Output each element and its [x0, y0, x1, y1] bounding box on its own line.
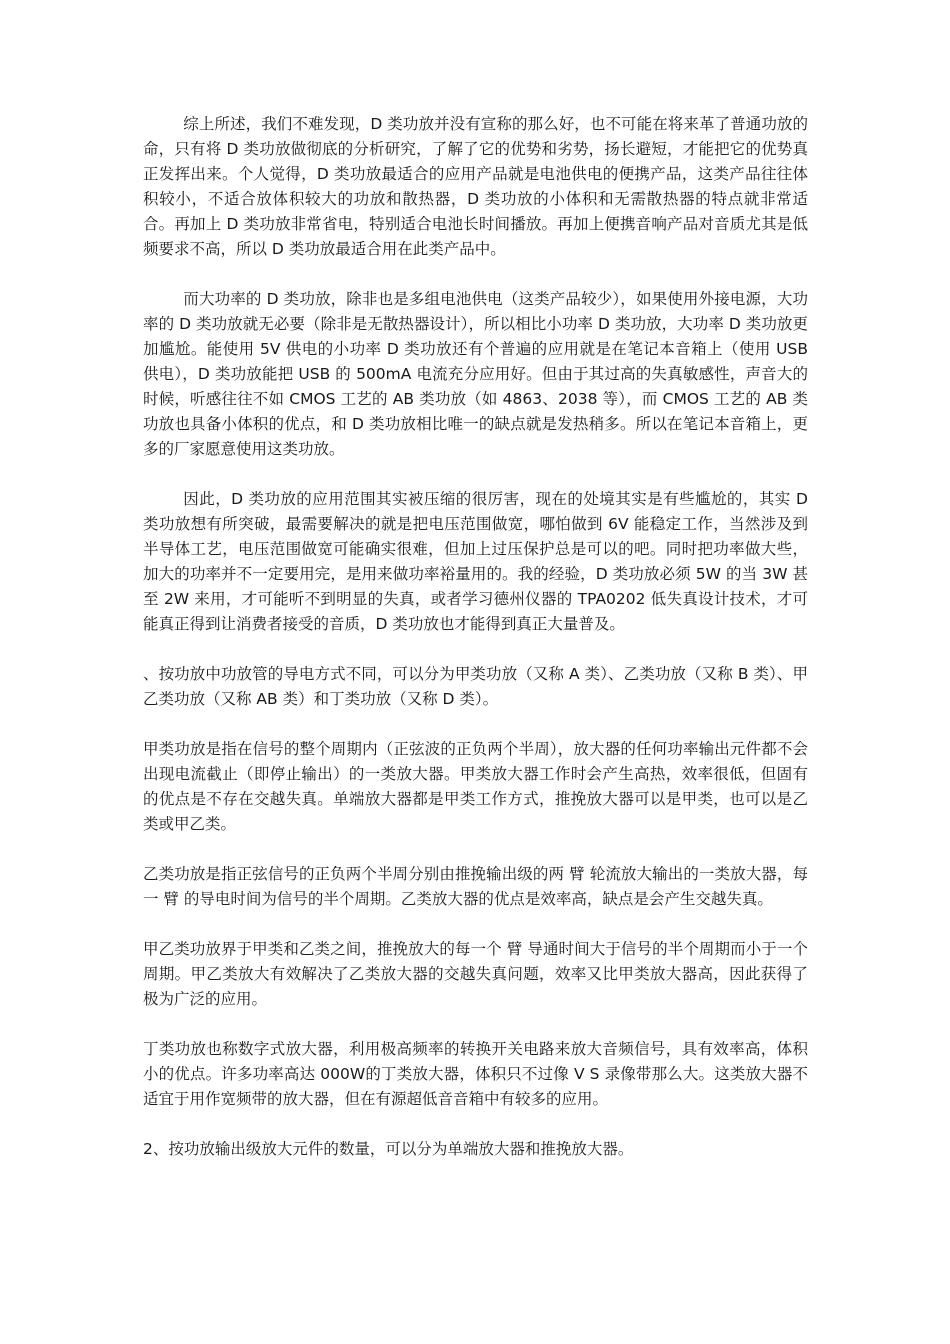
paragraph-application-range: 因此，D 类功放的应用范围其实被压缩的很厉害，现在的处境其实是有些尴尬的，其实 D 类功放想有所突破，最需要解决的就是把电压范围做宽，哪怕做到 6V 能稳定工作，当然涉及到半导体工艺，电压范围做宽可能确实很难，但加上过压保护总是可以的吧。同时把功率做大些，加大的功率并不一定要用完，是用来做功率裕量用的。我的经验，D 类功放必须 5W 的当 3W 甚至 2W 来用，才可能听不到明显的失真，或者学习德州仪器的 TPA0202 低失真设计技术，才可能真正得到让消费者接受的音质，D 类功放也才能得到真正大量普及。 — [143, 490, 808, 633]
document-body — [143, 112, 808, 1162]
paragraph-summary: 综上所述，我们不难发现，D 类功放并没有宣称的那么好，也不可能在将来革了普通功放的命，只有将 D 类功放做彻底的分析研究，了解了它的优势和劣势，扬长避短，才能把它的优势真正发挥出来。个人觉得，D 类功放最适合的应用产品就是电池供电的便携产品，这类产品往往体积较小，不适合放体积较大的功放和散热器，D 类功放的小体积和无需散热器的特点就非常适合。再加上 D 类功放非常省电，特别适合电池长时间播放。再加上便携音响产品对音质尤其是低频要求不高，所以 D 类功放最适合用在此类产品中。 — [143, 115, 808, 258]
paragraph-class-ab: 甲乙类功放界于甲类和乙类之间，推挽放大的每一个 臂 导通时间大于信号的半个周期而小于一个周期。甲乙类放大有效解决了乙类放大器的交越失真问题，效率又比甲类放大器高，因此获得了极为广泛的应用。 — [143, 940, 808, 1008]
paragraph-class-d: 丁类功放也称数字式放大器，利用极高频率的转换开关电路来放大音频信号，具有效率高，体积小的优点。许多功率高达 000W的丁类放大器，体积只不过像 V S 录像带那么大。这类放大器不适宜于用作宽频带的放大器，但在有源超低音音箱中有较多的应用。 — [143, 1040, 808, 1108]
paragraph-classification: 、按功放中功放管的导电方式不同，可以分为甲类功放（又称 A 类）、乙类功放（又称 B 类）、甲乙类功放（又称 AB 类）和丁类功放（又称 D 类）。 — [143, 665, 808, 708]
paragraph-output-stage: 2、按功放输出级放大元件的数量，可以分为单端放大器和推挽放大器。 — [143, 1140, 634, 1158]
paragraph-class-a: 甲类功放是指在信号的整个周期内（正弦波的正负两个半周），放大器的任何功率输出元件都不会出现电流截止（即停止输出）的一类放大器。甲类放大器工作时会产生高热，效率很低，但固有的优点是不存在交越失真。单端放大器都是甲类工作方式，推挽放大器可以是甲类，也可以是乙类或甲乙类。 — [143, 740, 808, 833]
paragraph-class-b: 乙类功放是指正弦信号的正负两个半周分别由推挽输出级的两 臂 轮流放大输出的一类放大器，每一 臂 的导电时间为信号的半个周期。乙类放大器的优点是效率高，缺点是会产生交越失真。 — [143, 865, 808, 908]
paragraph-high-power: 而大功率的 D 类功放，除非也是多组电池供电（这类产品较少），如果使用外接电源，大功率的 D 类功放就无必要（除非是无散热器设计），所以相比小功率 D 类功放，大功率 D 类功放更加尴尬。能使用 5V 供电的小功率 D 类功放还有个普遍的应用就是在笔记本音箱上（使用 USB 供电），D 类功放能把 USB 的 500mA 电流充分应用好。但由于其过高的失真敏感性，声音大的时候，听感往往不如 CMOS 工艺的 AB 类功放（如 4863、2038 等），而 CMOS 工艺的 AB 类功放也具备小体积的优点，和 D 类功放相比唯一的缺点就是发热稍多。所以在笔记本音箱上，更多的厂家愿意使用这类功放。 — [143, 290, 808, 458]
